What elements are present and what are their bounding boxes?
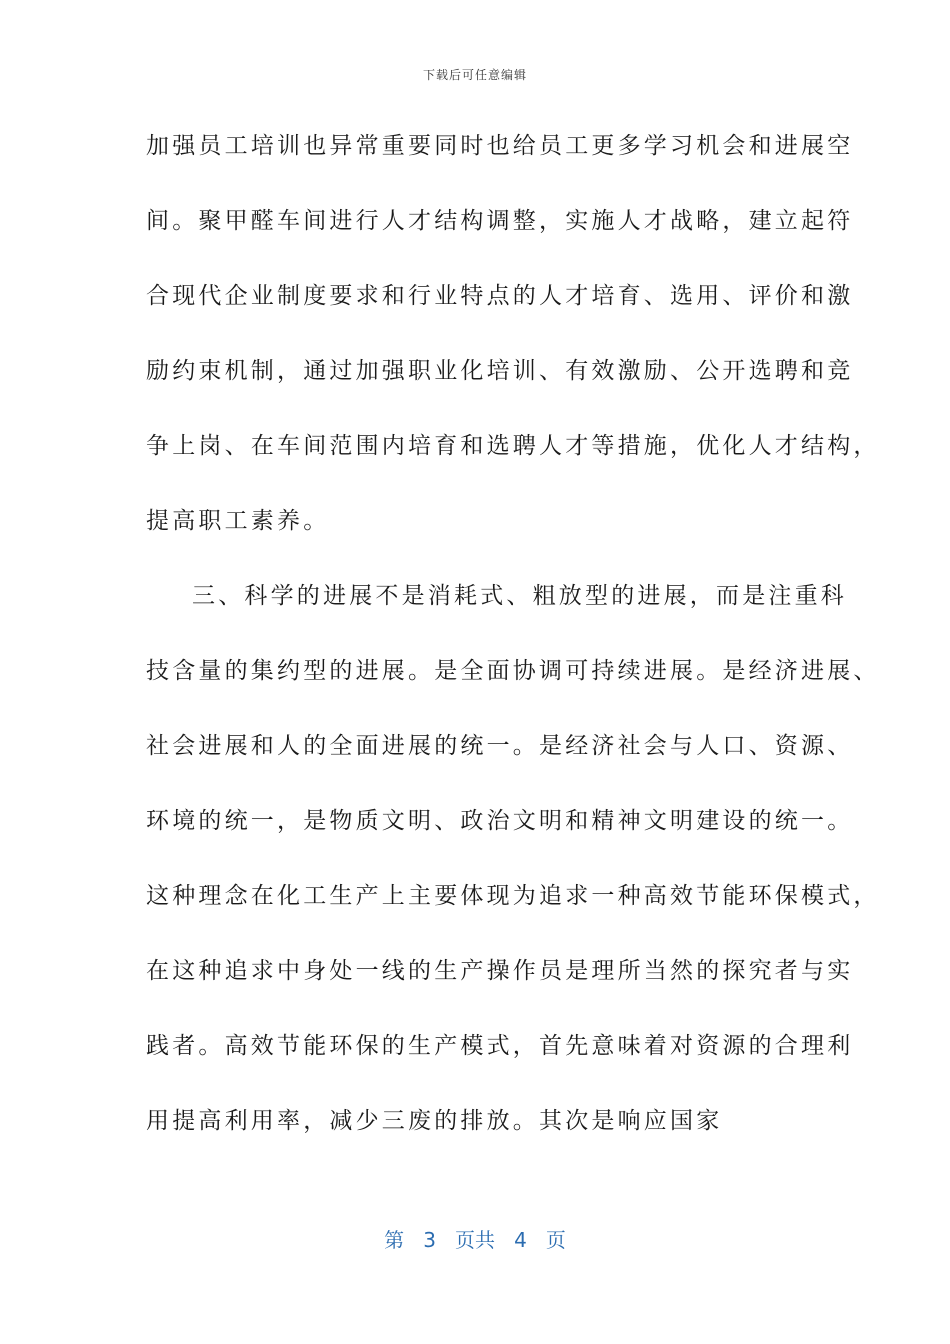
page-suffix: 页 <box>545 1228 566 1252</box>
current-page-number: 3 <box>423 1228 436 1252</box>
page-footer <box>0 1224 950 1253</box>
body-line: 合现代企业制度要求和行业特点的人才培育、选用、评价和激 <box>146 283 854 309</box>
body-line: 励约束机制，通过加强职业化培训、有效激励、公开选聘和竞 <box>146 358 854 384</box>
header-note: 下载后可任意编辑 <box>422 68 527 82</box>
body-line: 技含量的集约型的进展。是全面协调可持续进展。是经济进展、 <box>146 658 880 684</box>
section-heading-line: 三、科学的进展不是消耗式、粗放型的进展，而是注重科 <box>192 583 847 609</box>
page-middle-text: 页共 <box>455 1228 495 1252</box>
body-line: 践者。高效节能环保的生产模式，首先意味着对资源的合理利 <box>146 1033 854 1059</box>
body-line: 用提高利用率，减少三废的排放。其次是响应国家 <box>146 1108 723 1134</box>
body-line: 环境的统一，是物质文明、政治文明和精神文明建设的统一。 <box>146 808 854 834</box>
body-line: 提高职工素养。 <box>146 508 330 534</box>
body-line: 间。聚甲醛车间进行人才结构调整，实施人才战略，建立起符 <box>146 208 854 234</box>
document-body <box>146 120 880 1170</box>
body-line: 加强员工培训也异常重要同时也给员工更多学习机会和进展空 <box>146 133 854 159</box>
body-line: 争上岗、在车间范围内培育和选聘人才等措施，优化人才结构， <box>146 433 880 459</box>
total-pages-number: 4 <box>514 1228 527 1252</box>
page-prefix: 第 <box>384 1228 405 1252</box>
body-line: 在这种追求中身处一线的生产操作员是理所当然的探究者与实 <box>146 958 854 984</box>
body-line: 社会进展和人的全面进展的统一。是经济社会与人口、资源、 <box>146 733 854 759</box>
body-line: 这种理念在化工生产上主要体现为追求一种高效节能环保模式， <box>146 883 880 909</box>
